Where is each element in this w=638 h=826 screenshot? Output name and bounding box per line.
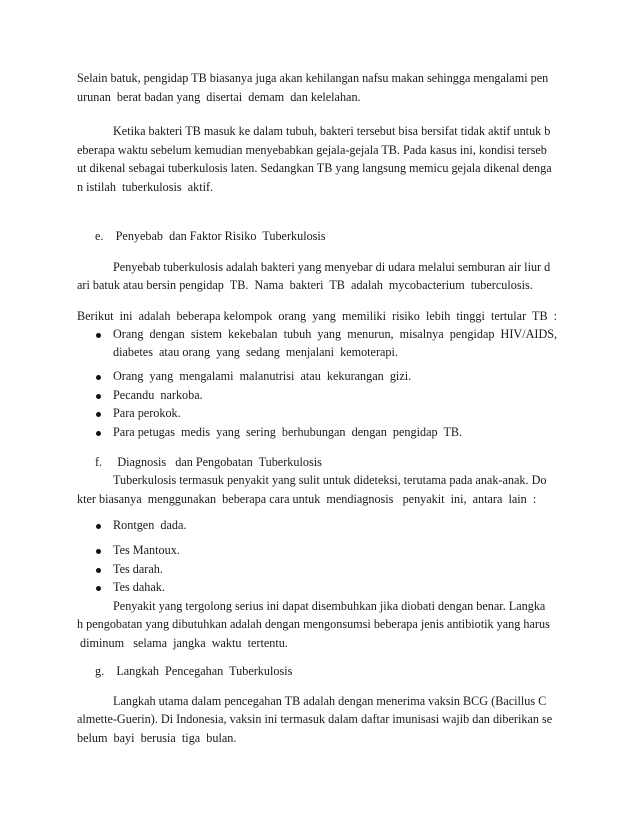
- bullet-icon: [96, 375, 101, 380]
- text-line: Selain batuk, pengidap TB biasanya juga akan kehilangan nafsu makan sehingga mengalami pen: [77, 71, 549, 85]
- text-line: diminum selama jangka waktu tertentu.: [77, 636, 288, 650]
- text-line: Ketika bakteri TB masuk ke dalam tubuh, bakteri tersebut bisa bersifat tidak aktif untuk b: [113, 124, 551, 138]
- list-item: Tes dahak.: [113, 580, 165, 594]
- list-item: Pecandu narkoba.: [113, 388, 203, 402]
- text-line: Berikut ini adalah beberapa kelompok orang yang memiliki risiko lebih tinggi tertular TB :: [77, 309, 558, 323]
- bullet-icon: [96, 549, 101, 554]
- text-line: Penyakit yang tergolong serius ini dapat disembuhkan jika diobati dengan benar. Langka: [113, 599, 546, 613]
- bullet-icon: [96, 524, 101, 529]
- list-item: Orang yang mengalami malanutrisi atau kekurangan gizi.: [113, 369, 412, 383]
- section-heading-f: f. Diagnosis dan Pengobatan Tuberkulosis: [95, 455, 322, 469]
- bullet-icon: [96, 586, 101, 591]
- section-heading-e: e. Penyebab dan Faktor Risiko Tuberkulosis: [95, 229, 326, 243]
- list-item: Orang dengan sistem kekebalan tubuh yang menurun, misalnya pengidap HIV/AIDS,: [113, 327, 558, 341]
- bullet-icon: [96, 412, 101, 417]
- bullet-icon: [96, 394, 101, 399]
- list-item-continuation: diabetes atau orang yang sedang menjalani kemoterapi.: [113, 345, 398, 359]
- list-item: Rontgen dada.: [113, 518, 187, 532]
- list-item: Para petugas medis yang sering berhubungan dengan pengidap TB.: [113, 425, 463, 439]
- text-line: urunan berat badan yang disertai demam dan kelelahan.: [77, 90, 361, 104]
- text-line: belum bayi berusia tiga bulan.: [77, 731, 237, 745]
- bullet-icon: [96, 431, 101, 436]
- text-line: n istilah tuberkulosis aktif.: [77, 180, 214, 194]
- text-line: h pengobatan yang dibutuhkan adalah dengan mengonsumsi beberapa jenis antibiotik yang harus: [77, 617, 550, 631]
- list-item: Tes Mantoux.: [113, 543, 180, 557]
- list-item: Para perokok.: [113, 406, 181, 420]
- list-item: Tes darah.: [113, 562, 163, 576]
- text-line: Langkah utama dalam pencegahan TB adalah dengan menerima vaksin BCG (Bacillus C: [113, 694, 547, 708]
- text-line: kter biasanya menggunakan beberapa cara untuk mendiagnosis penyakit ini, antara lain :: [77, 492, 537, 506]
- text-line: Tuberkulosis termasuk penyakit yang sulit untuk dideteksi, terutama pada anak-anak. Do: [113, 473, 547, 487]
- text-line: almette-Guerin). Di Indonesia, vaksin ini termasuk dalam daftar imunisasi wajib dan diberikan se: [77, 712, 553, 726]
- section-heading-g: g. Langkah Pencegahan Tuberkulosis: [95, 664, 293, 678]
- text-line: Penyebab tuberkulosis adalah bakteri yang menyebar di udara melalui semburan air liur d: [113, 260, 551, 274]
- text-line: ut dikenal sebagai tuberkulosis laten. Sedangkan TB yang langsung memicu gejala dikenal denga: [77, 161, 552, 175]
- bullet-icon: [96, 333, 101, 338]
- text-line: eberapa waktu sebelum kemudian menyebabkan gejala-gejala TB. Pada kasus ini, kondisi terseb: [77, 143, 547, 157]
- bullet-icon: [96, 568, 101, 573]
- text-line: ari batuk atau bersin pengidap TB. Nama bakteri TB adalah mycobacterium tuberculosis.: [77, 278, 533, 292]
